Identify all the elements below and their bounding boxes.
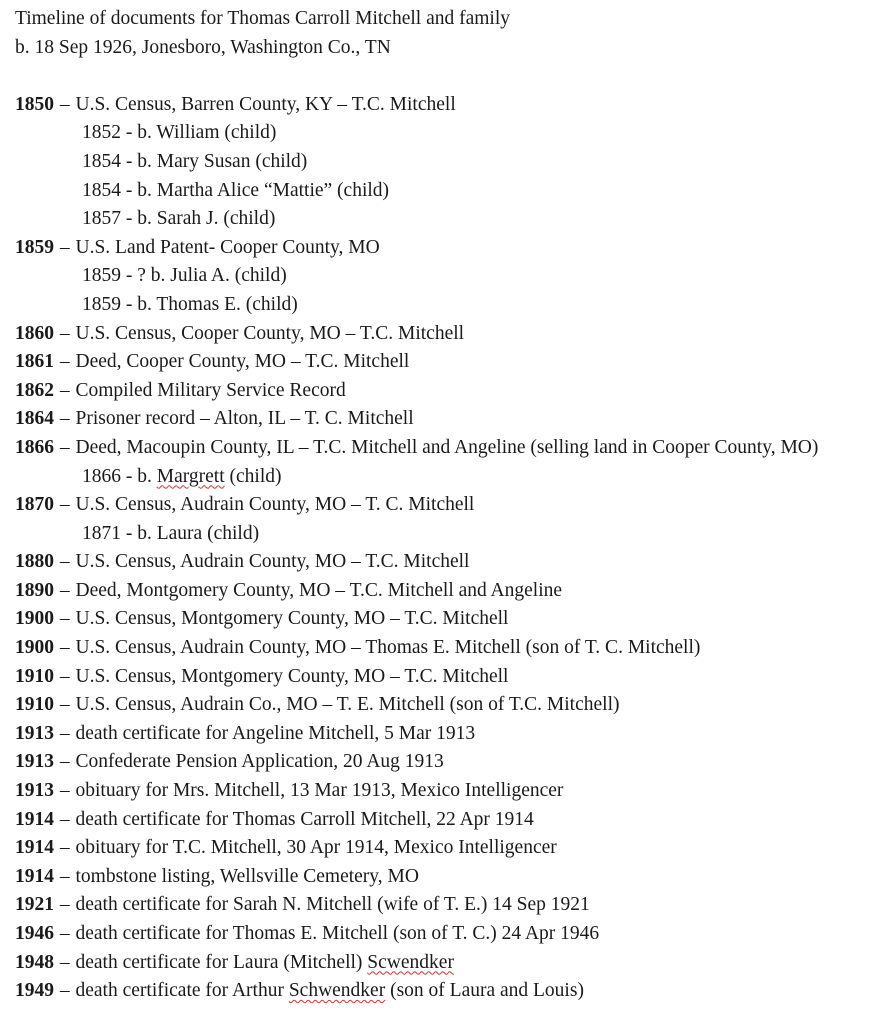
timeline-entry <box>15 320 865 349</box>
entry-dash: – <box>55 436 75 458</box>
entry-text: 1854 - b. Martha Alice “Mattie” (child) <box>82 179 390 201</box>
entry-year: 1864 <box>15 408 54 430</box>
entry-text: 1866 - b. <box>82 465 157 487</box>
entry-text: death certificate for Laura (Mitchell) <box>75 951 368 973</box>
entry-year: 1913 <box>15 751 54 773</box>
entry-dash: – <box>55 322 75 344</box>
entry-text: Deed, Cooper County, MO – T.C. Mitchell <box>75 351 410 373</box>
entry-year: 1862 <box>15 379 54 401</box>
document-page <box>15 5 865 1006</box>
entry-text: Confederate Pension Application, 20 Aug 1913 <box>75 751 444 773</box>
timeline-subentry <box>15 262 865 291</box>
entry-year: 1913 <box>15 722 54 744</box>
entry-year: 1949 <box>15 980 54 1002</box>
entry-text: U.S. Census, Audrain County, MO – T.C. Mitchell <box>75 551 470 573</box>
entry-year: 1860 <box>15 322 54 344</box>
entry-text: 1852 - b. William (child) <box>82 122 277 144</box>
entry-text: 1871 - b. Laura (child) <box>82 522 260 544</box>
entry-year: 1859 <box>15 236 54 258</box>
entry-dash: – <box>55 637 75 659</box>
blank-line <box>15 62 865 91</box>
entry-dash: – <box>55 808 75 830</box>
spellcheck-flagged-word: Schwendker <box>288 980 386 1002</box>
timeline-entry <box>15 377 865 406</box>
entry-year: 1914 <box>15 808 54 830</box>
entry-year: 1850 <box>15 93 54 115</box>
timeline-subentry <box>15 177 865 206</box>
entry-text: U.S. Census, Audrain County, MO – T. C. Mitchell <box>75 494 475 516</box>
birth-line: b. 18 Sep 1926, Jonesboro, Washington Co., TN <box>15 36 391 58</box>
entry-text: U.S. Land Patent- Cooper County, MO <box>75 236 380 258</box>
timeline-subentry <box>15 291 865 320</box>
entry-text: U.S. Census, Barren County, KY – T.C. Mitchell <box>75 93 456 115</box>
timeline-entry <box>15 863 865 892</box>
entry-dash: – <box>55 579 75 601</box>
entry-text-suffix: (child) <box>224 465 282 487</box>
entry-dash: – <box>55 751 75 773</box>
entry-year: 1921 <box>15 894 54 916</box>
entry-dash: – <box>55 494 75 516</box>
timeline-entry <box>15 577 865 606</box>
timeline-entry <box>15 491 865 520</box>
timeline-entry <box>15 605 865 634</box>
entry-dash: – <box>55 93 75 115</box>
entry-dash: – <box>55 951 75 973</box>
entry-year: 1948 <box>15 951 54 973</box>
entry-text: tombstone listing, Wellsville Cemetery, MO <box>75 865 419 887</box>
entry-dash: – <box>55 408 75 430</box>
timeline-entry <box>15 806 865 835</box>
spellcheck-flagged-word: Scwendker <box>367 951 454 973</box>
timeline-entry <box>15 691 865 720</box>
timeline-entry <box>15 920 865 949</box>
spellcheck-flagged-word: Margrett <box>156 465 225 487</box>
timeline-entry <box>15 405 865 434</box>
timeline-entry <box>15 949 865 978</box>
entry-text: death certificate for Angeline Mitchell, 5 Mar 1913 <box>75 722 476 744</box>
timeline-entry <box>15 977 865 1006</box>
entry-year: 1870 <box>15 494 54 516</box>
entry-dash: – <box>55 608 75 630</box>
entry-year: 1913 <box>15 780 54 802</box>
entry-text: Deed, Montgomery County, MO – T.C. Mitchell and Angeline <box>75 579 563 601</box>
entry-text: U.S. Census, Montgomery County, MO – T.C. Mitchell <box>75 608 509 630</box>
entry-year: 1880 <box>15 551 54 573</box>
entry-text: death certificate for Arthur <box>75 980 289 1002</box>
entry-year: 1900 <box>15 637 54 659</box>
timeline-subentry <box>15 148 865 177</box>
timeline-entry <box>15 663 865 692</box>
entry-dash: – <box>55 551 75 573</box>
timeline-entry <box>15 348 865 377</box>
entry-text: Prisoner record – Alton, IL – T. C. Mitchell <box>75 408 414 430</box>
entry-year: 1890 <box>15 579 54 601</box>
timeline-subentry <box>15 463 865 492</box>
entry-dash: – <box>55 236 75 258</box>
entry-text: Deed, Macoupin County, IL – T.C. Mitchell and Angeline (selling land in Cooper County, MO) <box>75 436 819 458</box>
entry-text: 1854 - b. Mary Susan (child) <box>82 150 308 172</box>
timeline-entry <box>15 777 865 806</box>
timeline-entry <box>15 234 865 263</box>
entry-text-suffix: (son of Laura and Louis) <box>385 980 584 1002</box>
entry-dash: – <box>55 722 75 744</box>
entry-text: 1859 - b. Thomas E. (child) <box>82 293 298 315</box>
entry-text: Compiled Military Service Record <box>75 379 346 401</box>
entry-dash: – <box>55 780 75 802</box>
entry-year: 1914 <box>15 837 54 859</box>
entry-text: 1857 - b. Sarah J. (child) <box>82 208 276 230</box>
entry-year: 1946 <box>15 923 54 944</box>
entry-dash: – <box>55 665 75 687</box>
entry-year: 1910 <box>15 694 54 716</box>
entry-dash: – <box>55 923 75 944</box>
entry-dash: – <box>55 865 75 887</box>
entry-text: U.S. Census, Cooper County, MO – T.C. Mitchell <box>75 322 465 344</box>
entry-text: death certificate for Thomas Carroll Mitchell, 22 Apr 1914 <box>75 808 534 830</box>
entry-text: death certificate for Sarah N. Mitchell (wife of T. E.) 14 Sep 1921 <box>75 894 590 916</box>
timeline-list <box>15 91 865 1006</box>
timeline-subentry <box>15 119 865 148</box>
timeline-entry <box>15 748 865 777</box>
timeline-subentry <box>15 520 865 549</box>
timeline-entry <box>15 720 865 749</box>
entry-text: U.S. Census, Audrain Co., MO – T. E. Mitchell (son of T.C. Mitchell) <box>75 694 620 716</box>
entry-year: 1861 <box>15 351 54 373</box>
entry-text: death certificate for Thomas E. Mitchell (son of T. C.) 24 Apr 1946 <box>75 923 600 944</box>
document-title: Timeline of documents for Thomas Carroll Mitchell and family <box>15 8 511 29</box>
timeline-entry <box>15 834 865 863</box>
entry-dash: – <box>55 980 75 1002</box>
entry-dash: – <box>55 837 75 859</box>
entry-year: 1914 <box>15 865 54 887</box>
entry-dash: – <box>55 379 75 401</box>
timeline-entry <box>15 634 865 663</box>
timeline-entry <box>15 891 865 920</box>
entry-dash: – <box>55 351 75 373</box>
entry-text: 1859 - ? b. Julia A. (child) <box>82 265 287 287</box>
timeline-entry <box>15 434 865 463</box>
timeline-entry <box>15 548 865 577</box>
entry-text: obituary for Mrs. Mitchell, 13 Mar 1913, Mexico Intelligencer <box>75 780 564 802</box>
entry-text: U.S. Census, Audrain County, MO – Thomas E. Mitchell (son of T. C. Mitchell) <box>75 637 701 659</box>
entry-year: 1910 <box>15 665 54 687</box>
entry-year: 1866 <box>15 436 54 458</box>
timeline-subentry <box>15 205 865 234</box>
entry-year: 1900 <box>15 608 54 630</box>
timeline-entry <box>15 91 865 120</box>
entry-dash: – <box>55 694 75 716</box>
entry-text: obituary for T.C. Mitchell, 30 Apr 1914, Mexico Intelligencer <box>75 837 557 859</box>
entry-text: U.S. Census, Montgomery County, MO – T.C. Mitchell <box>75 665 509 687</box>
entry-dash: – <box>55 894 75 916</box>
